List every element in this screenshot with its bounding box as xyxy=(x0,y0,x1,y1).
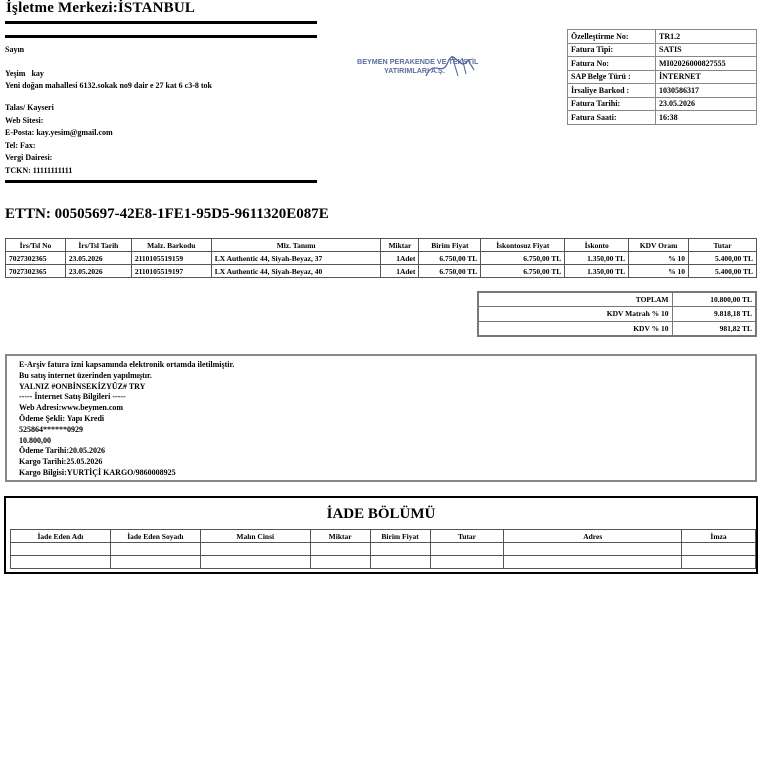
column-header: Malın Cinsi xyxy=(200,530,310,543)
return-cell[interactable] xyxy=(310,556,370,569)
note-line: Ödeme Tarihi:20.05.2026 xyxy=(19,446,106,456)
return-cell[interactable] xyxy=(200,543,310,556)
cell-irs-date: 23.05.2026 xyxy=(65,265,131,278)
return-table xyxy=(10,529,756,569)
column-header: İskontosuz Fiyat xyxy=(481,239,565,252)
column-header: Mlz. Tanımı xyxy=(211,239,381,252)
note-line: YALNIZ #ONBİNSEKİZYÜZ# TRY xyxy=(19,381,146,391)
column-header: İskonto xyxy=(565,239,629,252)
meta-value: İNTERNET xyxy=(656,70,757,84)
cell-undiscounted-price: 6.750,00 TL xyxy=(481,252,565,265)
divider xyxy=(5,180,317,183)
totals-table xyxy=(477,291,757,337)
company-logo-stamp xyxy=(356,52,481,80)
return-cell[interactable] xyxy=(110,556,200,569)
cell-vat-rate: % 10 xyxy=(629,265,689,278)
cell-description: LX Authentic 44, Siyah-Beyaz, 37 xyxy=(211,252,381,265)
meta-row xyxy=(568,84,757,98)
column-header: Miktar xyxy=(310,530,370,543)
meta-key: Özelleştirme No: xyxy=(568,30,656,44)
totals-key: KDV Matrah % 10 xyxy=(478,307,672,322)
return-cell[interactable] xyxy=(682,543,756,556)
return-cell[interactable] xyxy=(310,543,370,556)
totals-key: TOPLAM xyxy=(478,292,672,307)
meta-row xyxy=(568,57,757,71)
column-header: İrs/Tsl Tarih xyxy=(65,239,131,252)
customer-city: Talas/ Kayseri xyxy=(5,103,54,112)
meta-row xyxy=(568,70,757,84)
note-line: Bu satış internet üzerinden yapılmıştır. xyxy=(19,370,152,380)
meta-key: Fatura Saati: xyxy=(568,111,656,125)
meta-key: Fatura Tipi: xyxy=(568,43,656,57)
cell-barcode: 2110105519197 xyxy=(131,265,211,278)
column-header: İrs/Tsl No xyxy=(6,239,66,252)
customer-address: Yeni doğan mahallesi 6132.sokak no9 dair e 27 kat 6 c3-8 tok xyxy=(5,81,212,90)
return-cell[interactable] xyxy=(200,556,310,569)
return-cell[interactable] xyxy=(430,543,504,556)
cell-amount: 5.400,00 TL xyxy=(689,252,757,265)
column-header: Adres xyxy=(504,530,682,543)
return-cell[interactable] xyxy=(370,543,430,556)
cell-vat-rate: % 10 xyxy=(629,252,689,265)
table-row xyxy=(6,252,757,265)
return-cell[interactable] xyxy=(504,556,682,569)
return-cell[interactable] xyxy=(682,556,756,569)
table-row xyxy=(6,265,757,278)
meta-key: SAP Belge Türü : xyxy=(568,70,656,84)
meta-value: TR1.2 xyxy=(656,30,757,44)
totals-row xyxy=(478,292,756,307)
totals-value: 10.800,00 TL xyxy=(672,292,756,307)
cell-irs-no: 7027302365 xyxy=(6,252,66,265)
return-section xyxy=(4,496,758,574)
logo-text-line2: YATIRIMLARI A.Ş. xyxy=(384,66,445,75)
column-header: Miktar xyxy=(381,239,419,252)
meta-row xyxy=(568,30,757,44)
column-header: KDV Oranı xyxy=(629,239,689,252)
meta-value: 1030586317 xyxy=(656,84,757,98)
table-row xyxy=(11,543,756,556)
customer-email: E-Posta: kay.yesim@gmail.com xyxy=(5,128,113,137)
note-line: Kargo Bilgisi:YURTİÇİ KARGO/9860008925 xyxy=(19,467,176,477)
customer-tax-office: Vergi Dairesi: xyxy=(5,153,53,162)
column-header: Birim Fiyat xyxy=(419,239,481,252)
column-header: Birim Fiyat xyxy=(370,530,430,543)
return-cell[interactable] xyxy=(11,543,111,556)
divider xyxy=(5,21,317,24)
meta-value: 23.05.2026 xyxy=(656,97,757,111)
logo-text-line1: BEYMEN PERAKENDE VE TEKSTİL xyxy=(357,57,479,66)
return-cell[interactable] xyxy=(504,543,682,556)
note-line: Kargo Tarihi:25.05.2026 xyxy=(19,457,103,467)
table-row xyxy=(11,556,756,569)
meta-key: Fatura No: xyxy=(568,57,656,71)
cell-quantity: 1Adet xyxy=(381,265,419,278)
customer-tckn: TCKN: 11111111111 xyxy=(5,166,73,175)
notes-box xyxy=(5,354,757,482)
meta-key: İrsaliye Barkod : xyxy=(568,84,656,98)
cell-unit-price: 6.750,00 TL xyxy=(419,252,481,265)
note-line: ----- İnternet Satış Bilgileri ----- xyxy=(19,392,126,402)
column-header: İade Eden Adı xyxy=(11,530,111,543)
page-title: İşletme Merkezi:İSTANBUL xyxy=(6,0,196,16)
cell-undiscounted-price: 6.750,00 TL xyxy=(481,265,565,278)
cell-discount: 1.350,00 TL xyxy=(565,265,629,278)
customer-name: Yeşim kay xyxy=(5,69,44,78)
ettn-number: ETTN: 00505697-42E8-1FE1-95D5-9611320E087E xyxy=(5,206,329,222)
column-header: İade Eden Soyadı xyxy=(110,530,200,543)
meta-row xyxy=(568,43,757,57)
cell-amount: 5.400,00 TL xyxy=(689,265,757,278)
return-cell[interactable] xyxy=(11,556,111,569)
return-cell[interactable] xyxy=(430,556,504,569)
totals-row xyxy=(478,321,756,336)
customer-greeting: Sayın xyxy=(5,45,25,54)
cell-barcode: 2110105519159 xyxy=(131,252,211,265)
cell-discount: 1.350,00 TL xyxy=(565,252,629,265)
meta-key: Fatura Tarihi: xyxy=(568,97,656,111)
return-cell[interactable] xyxy=(370,556,430,569)
meta-value: 16:38 xyxy=(656,111,757,125)
totals-value: 981,82 TL xyxy=(672,321,756,336)
note-line: Web Adresi:www.beymen.com xyxy=(19,403,124,413)
table-header-row xyxy=(6,239,757,252)
cell-description: LX Authentic 44, Siyah-Beyaz, 40 xyxy=(211,265,381,278)
line-items-table xyxy=(5,238,757,278)
customer-website: Web Sitesi: xyxy=(5,116,44,125)
table-header-row xyxy=(11,530,756,543)
note-line: 525864******0929 xyxy=(19,424,83,434)
totals-row xyxy=(478,307,756,322)
column-header: Tutar xyxy=(430,530,504,543)
return-cell[interactable] xyxy=(110,543,200,556)
column-header: Malz. Barkodu xyxy=(131,239,211,252)
totals-key: KDV % 10 xyxy=(478,321,672,336)
note-line: E-Arşiv fatura izni kapsamında elektronik ortamda iletilmiştir. xyxy=(19,360,235,369)
cell-quantity: 1Adet xyxy=(381,252,419,265)
customer-tel: Tel: Fax: xyxy=(5,141,36,150)
meta-value: SATIS xyxy=(656,43,757,57)
meta-row xyxy=(568,111,757,125)
cell-unit-price: 6.750,00 TL xyxy=(419,265,481,278)
invoice-meta-table xyxy=(567,29,757,125)
cell-irs-no: 7027302365 xyxy=(6,265,66,278)
note-line: 10.800,00 xyxy=(19,435,51,445)
column-header: Tutar xyxy=(689,239,757,252)
column-header: İmza xyxy=(682,530,756,543)
return-section-title: İADE BÖLÜMÜ xyxy=(326,506,436,522)
meta-value: MI02026000827555 xyxy=(656,57,757,71)
note-line: Ödeme Şekli: Yapı Kredi xyxy=(19,413,105,423)
meta-row xyxy=(568,97,757,111)
totals-value: 9.818,18 TL xyxy=(672,307,756,322)
divider xyxy=(5,35,317,38)
cell-irs-date: 23.05.2026 xyxy=(65,252,131,265)
